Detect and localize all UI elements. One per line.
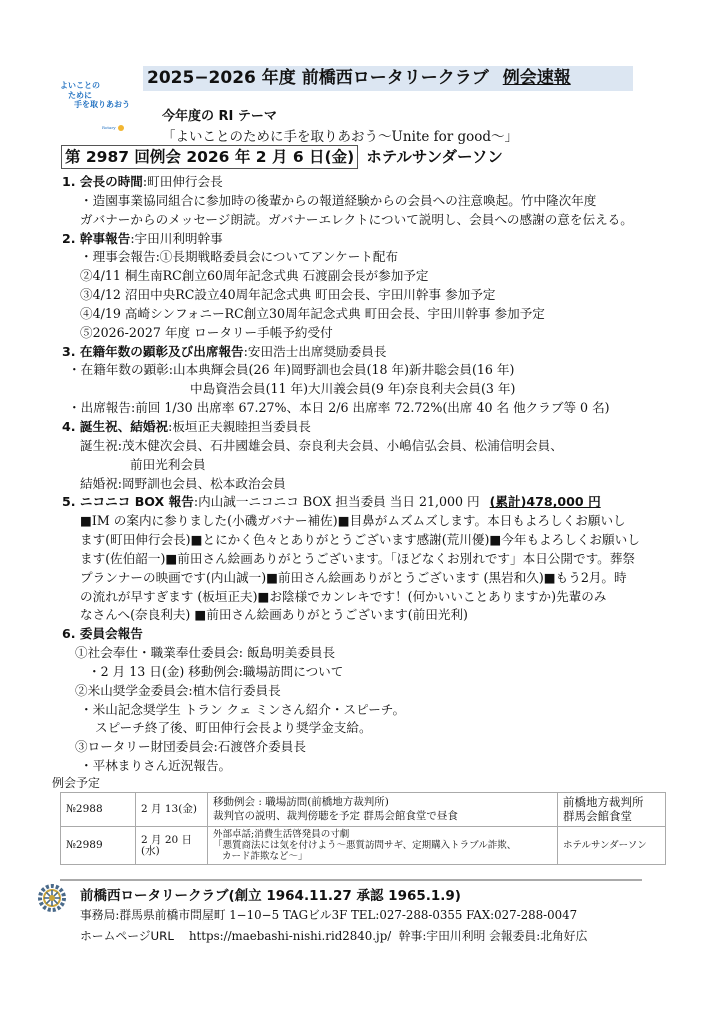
- meeting-no: №2988: [61, 793, 136, 827]
- footer-staff: 幹事:宇田川利明 会報委員:北角好広: [398, 929, 588, 943]
- title-suffix: 例会速報: [502, 68, 571, 88]
- section-heading: 1. 会長の時間:町田伸行会長: [62, 174, 223, 189]
- table-row: [61, 793, 666, 827]
- body-line: ・造園事業協同組合に参加時の後輩からの報道経験からの会員への注意喚起。竹中隆次年度: [80, 192, 597, 208]
- body-line: ます(佐伯韶一)■前田さん絵画ありがとうございます。「ほどなくお別れです」本日公開です。葬祭: [80, 550, 635, 566]
- table-row: [61, 827, 666, 865]
- logo-line: 手を取りあおう: [74, 100, 130, 109]
- newsletter-title: [143, 66, 633, 91]
- body-line: ・2 月 13 日(金) 移動例会:職場訪問について: [88, 663, 344, 679]
- schedule-heading: 例会予定: [52, 776, 101, 790]
- body-line: ③ロータリー財団委員会:石渡啓介委員長: [75, 739, 306, 755]
- rotary-mini-text: Rotary: [102, 125, 116, 130]
- homepage-link[interactable]: https://maebashi-nishi.rid2840.jp/: [188, 929, 392, 943]
- body-line: プランナーの映画です(内山誠一)■前田さん絵画ありがとうございます (黒岩和久)■もう2月。時: [80, 569, 627, 585]
- meeting-content: 移動例会 : 職場訪問(前橋地方裁判所) 裁判官の説明、裁判傍聴を予定 群馬会館食堂で昼食: [208, 793, 558, 827]
- body-line: ②4/11 桐生南RC創立60周年記念式典 石渡副会長が参加予定: [80, 268, 429, 284]
- body-line: ・米山記念奨学生 トラン クェ ミンさん紹介・スピーチ。: [80, 701, 406, 717]
- body-line: ・平林まりさん近況報告。: [80, 758, 232, 774]
- body-line: 前田光利会員: [130, 456, 206, 472]
- body-line: ・在籍年数の顕彰:山本典輝会員(26 年)岡野訓也会員(18 年)新井聡会員(16 年): [68, 362, 515, 378]
- footer-club: 前橋西ロータリークラブ(創立 1964.11.27 承認 1965.1.9): [80, 888, 461, 904]
- section-heading: 6. 委員会報告: [62, 626, 143, 642]
- body-line: ④4/19 高崎シンフォニーRC創立30周年記念式典 町田会長、宇田川幹事 参加予定: [80, 305, 545, 321]
- logo-line: ために: [68, 90, 92, 100]
- title-text: 2025−2026 年度 前橋西ロータリークラブ: [147, 68, 489, 88]
- meeting-venue: ホテルサンダーソン: [366, 148, 503, 166]
- body-line: ・出席報告:前回 1/30 出席率 67.27%、本日 2/6 出席率 72.72%(出席 40 名 他クラブ等 0 名): [68, 400, 610, 416]
- meeting-date: 2 月 13(金): [136, 793, 208, 827]
- logo-line: よいことの: [60, 81, 100, 90]
- footer-office: 事務局:群馬県前橋市問屋町 1−10−5 TAGビル3F TEL:027-288-0355 FAX:027-288-0047: [80, 908, 578, 922]
- body-line: スピーチ終了後、町田伸行会長より奨学金支給。: [95, 720, 372, 736]
- meeting-venue: 前橋地方裁判所 群馬会館食堂: [558, 793, 666, 827]
- section-heading: 5. ニコニコ BOX 報告:内山誠一ニコニコ BOX 担当委員 当日 21,000 円 (累計)478,000 円: [62, 494, 601, 510]
- cumulative-total: (累計)478,000 円: [489, 494, 601, 510]
- footer-divider: [60, 879, 642, 881]
- body-line: なさんへ(奈良利夫) ■前田さん絵画ありがとうございます(前田光利): [80, 607, 468, 623]
- rotary-mini-logo: [102, 125, 124, 131]
- theme-text: 「よいことのために手を取りあおう〜Unite for good〜」: [162, 129, 519, 145]
- body-line: ③4/12 沼田中央RC設立40周年記念式典 町田会長、宇田川幹事 参加予定: [80, 287, 496, 303]
- body-line: ②米山奨学金委員会:植木信行委員長: [75, 682, 281, 698]
- theme-logo: [60, 81, 130, 110]
- body-line: ます(町田伸行会長)■とにかく色々とありがとうございます感謝(荒川優)■今年もよろしくお願いし: [80, 532, 640, 548]
- body-line: ⑤2026-2027 年度 ロータリー手帳予約受付: [80, 324, 333, 340]
- report-body: [0, 173, 724, 776]
- section-heading: 4. 誕生祝、結婚祝:板垣正夫親睦担当委員長: [62, 418, 311, 434]
- theme-heading: 今年度の RI テーマ: [162, 109, 277, 124]
- meeting-date: 2 月 20 日(水): [136, 827, 208, 865]
- schedule-table: [60, 792, 666, 865]
- body-line: の流れが早すぎます (板垣正夫)■お陰様でカンレキです！(何かいいことありますか)先輩のみ: [80, 588, 607, 604]
- rotary-wheel-icon: [118, 125, 124, 131]
- meeting-no: №2989: [61, 827, 136, 865]
- meeting-header: [61, 145, 503, 169]
- meeting-venue: ホテルサンダーソン: [558, 827, 666, 865]
- body-line: ①社会奉仕・職業奉仕委員会: 飯島明美委員長: [75, 645, 336, 661]
- footer-contact: [80, 927, 587, 944]
- body-line: 中島資浩会員(11 年)大川義会員(9 年)奈良利夫会員(3 年): [190, 381, 516, 397]
- section-heading: 2. 幹事報告:宇田川利明幹事: [62, 230, 223, 246]
- rotary-wheel-icon: [38, 884, 66, 912]
- body-line: ガバナーからのメッセージ朗読。ガバナーエレクトについて説明し、会員への感謝の意を伝える。: [80, 211, 633, 227]
- section-heading: 3. 在籍年数の顕彰及び出席報告:安田浩士出席奨励委員長: [62, 343, 387, 359]
- body-line: ■IM の案内に参りました(小磯ガバナー補佐)■目鼻がムズムズします。本日もよろしくお願いし: [80, 513, 626, 529]
- body-line: ・理事会報告:①長期戦略委員会についてアンケート配布: [80, 249, 399, 265]
- url-label: ホームページURL: [80, 929, 174, 943]
- body-line: 結婚祝:岡野訓也会員、松本政治会員: [80, 475, 286, 491]
- meeting-content: 外部卓話;消費生活啓発員の寸劇 「悪質商法には気を付けよう〜悪質訪問サギ、定期購入トラブル詐欺、 カード詐欺など〜」: [208, 827, 558, 865]
- meeting-number-date: 第 2987 回例会 2026 年 2 月 6 日(金): [61, 145, 358, 169]
- body-line: 誕生祝:茂木健次会員、石井國雄会員、奈良利夫会員、小嶋信弘会員、松浦信明会員、: [80, 437, 563, 453]
